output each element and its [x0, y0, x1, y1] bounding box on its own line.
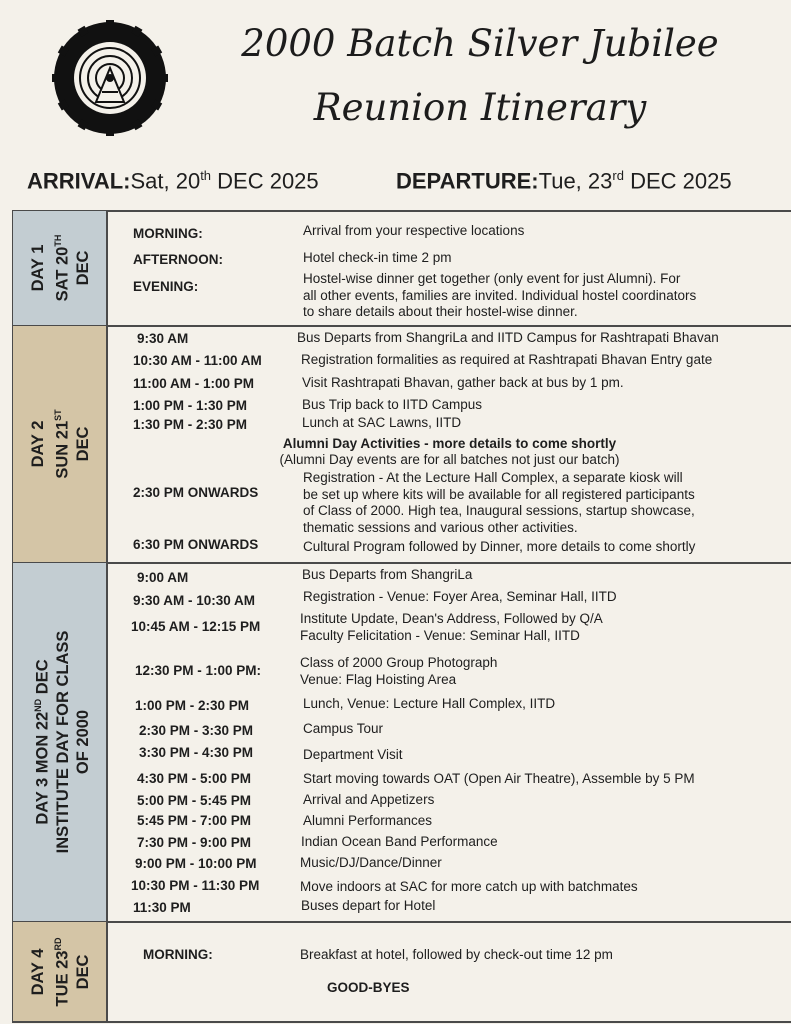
event-desc: Campus Tour — [303, 721, 384, 736]
title-line-2: Reunion Itinerary — [313, 86, 647, 129]
event-time: 9:30 AM - 10:30 AM — [133, 593, 256, 608]
event-time: 1:00 PM - 1:30 PM — [133, 398, 248, 413]
divider — [12, 921, 791, 923]
event-desc: Move indoors at SAC for more catch up with batchmates — [300, 879, 638, 894]
event-desc: Breakfast at hotel, followed by check-out time 12 pm — [300, 947, 613, 962]
event-desc: Bus Departs from ShangriLa and IITD Campus for Rashtrapati Bhavan — [297, 330, 719, 345]
event-time: 9:30 AM — [137, 331, 189, 346]
event-time: 11:00 AM - 1:00 PM — [133, 376, 255, 391]
event-desc: Registration - At the Lecture Hall Complex, a separate kiosk will be set up where kits will be available for all registered participants of Class of 2000. High tea, Inaugural sessions, startup showcase, thematic sessions and various other activities. — [303, 470, 695, 535]
event-time: 9:00 AM — [137, 570, 189, 585]
event-desc: Registration - Venue: Foyer Area, Seminar Hall, IITD — [303, 589, 617, 604]
day-3-label: DAY 3 MON 22ND DEC INSTITUTE DAY FOR CLASS OF 2000 — [32, 630, 91, 854]
departure-info: DEPARTURE:Tue, 23rd DEC 2025 — [396, 168, 732, 194]
event-desc: Institute Update, Dean's Address, Followed by Q/A Faculty Felicitation - Venue: Seminar Hall, IITD — [300, 611, 603, 643]
arrival-info: ARRIVAL:Sat, 20th DEC 2025 — [27, 168, 319, 194]
event-desc: Music/DJ/Dance/Dinner — [300, 855, 442, 870]
event-time: 5:00 PM - 5:45 PM — [137, 793, 252, 808]
event-time: 10:30 AM - 11:00 AM — [133, 353, 262, 368]
event-desc: Hostel-wise dinner get together (only event for just Alumni). For all other events, families are invited. Individual hostel coordinators to share details about their hostel-wise dinner. — [303, 271, 697, 319]
day-4-label-cell — [13, 922, 108, 1021]
event-desc: Indian Ocean Band Performance — [301, 834, 498, 849]
event-time: MORNING: — [133, 226, 203, 241]
event-desc: Registration formalities as required at Rashtrapati Bhavan Entry gate — [301, 352, 713, 367]
event-time: 1:00 PM - 2:30 PM — [135, 698, 250, 713]
event-desc: Hotel check-in time 2 pm — [303, 250, 452, 265]
day-4-label: DAY 4 TUE 23RD DEC — [28, 937, 91, 1006]
event-time: 2:30 PM ONWARDS — [133, 485, 259, 500]
event-time: 7:30 PM - 9:00 PM — [137, 835, 252, 850]
alumni-day-note: (Alumni Day events are for all batches not just our batch) — [279, 452, 620, 467]
event-desc: Lunch, Venue: Lecture Hall Complex, IITD — [303, 696, 556, 711]
event-desc: Department Visit — [303, 747, 403, 762]
event-desc: Alumni Performances — [303, 813, 433, 828]
closing-text: GOOD-BYES — [327, 980, 410, 995]
title-line-1: 2000 Batch Silver Jubilee — [241, 22, 719, 65]
divider — [12, 1021, 791, 1023]
event-desc: Bus Trip back to IITD Campus — [302, 397, 483, 412]
event-desc: Lunch at SAC Lawns, IITD — [302, 415, 462, 430]
arrival-label: ARRIVAL: — [27, 168, 131, 194]
alumni-day-heading: Alumni Day Activities - more details to come shortly — [282, 436, 617, 451]
event-time: MORNING: — [143, 947, 213, 962]
day-2-label-cell — [13, 326, 108, 562]
day-3-label-cell — [13, 563, 108, 921]
event-time: 11:30 PM — [133, 900, 191, 915]
event-time: 12:30 PM - 1:00 PM: — [135, 663, 262, 678]
event-time: 3:30 PM - 4:30 PM — [139, 745, 254, 760]
event-desc: Class of 2000 Group Photograph Venue: Flag Hoisting Area — [300, 655, 498, 687]
event-time: 10:45 AM - 12:15 PM — [131, 619, 261, 634]
event-desc: Buses depart for Hotel — [301, 898, 436, 913]
event-time: AFTERNOON: — [133, 252, 223, 267]
event-time: EVENING: — [133, 279, 199, 294]
event-time: 6:30 PM ONWARDS — [133, 537, 259, 552]
event-time: 10:30 PM - 11:30 PM — [131, 878, 260, 893]
day-1-label-cell — [13, 211, 108, 325]
event-desc: Cultural Program followed by Dinner, more details to come shortly — [303, 539, 696, 554]
day-2-label: DAY 2 SUN 21ST DEC — [28, 409, 91, 479]
event-desc: Start moving towards OAT (Open Air Theatre), Assemble by 5 PM — [303, 771, 695, 786]
event-time: 5:45 PM - 7:00 PM — [137, 813, 252, 828]
event-time: 4:30 PM - 5:00 PM — [137, 771, 252, 786]
iit-delhi-logo — [52, 20, 168, 136]
event-desc: Arrival from your respective locations — [303, 223, 525, 238]
event-time: 9:00 PM - 10:00 PM — [135, 856, 257, 871]
departure-label: DEPARTURE: — [396, 168, 539, 194]
divider — [12, 562, 791, 564]
divider — [12, 210, 791, 212]
event-desc: Visit Rashtrapati Bhavan, gather back at bus by 1 pm. — [302, 375, 624, 390]
day-1-label: DAY 1 SAT 20TH DEC — [28, 234, 91, 302]
event-desc: Bus Departs from ShangriLa — [302, 567, 473, 582]
event-desc: Arrival and Appetizers — [303, 792, 435, 807]
event-time: 1:30 PM - 2:30 PM — [133, 417, 248, 432]
divider — [12, 325, 791, 327]
event-time: 2:30 PM - 3:30 PM — [139, 723, 254, 738]
